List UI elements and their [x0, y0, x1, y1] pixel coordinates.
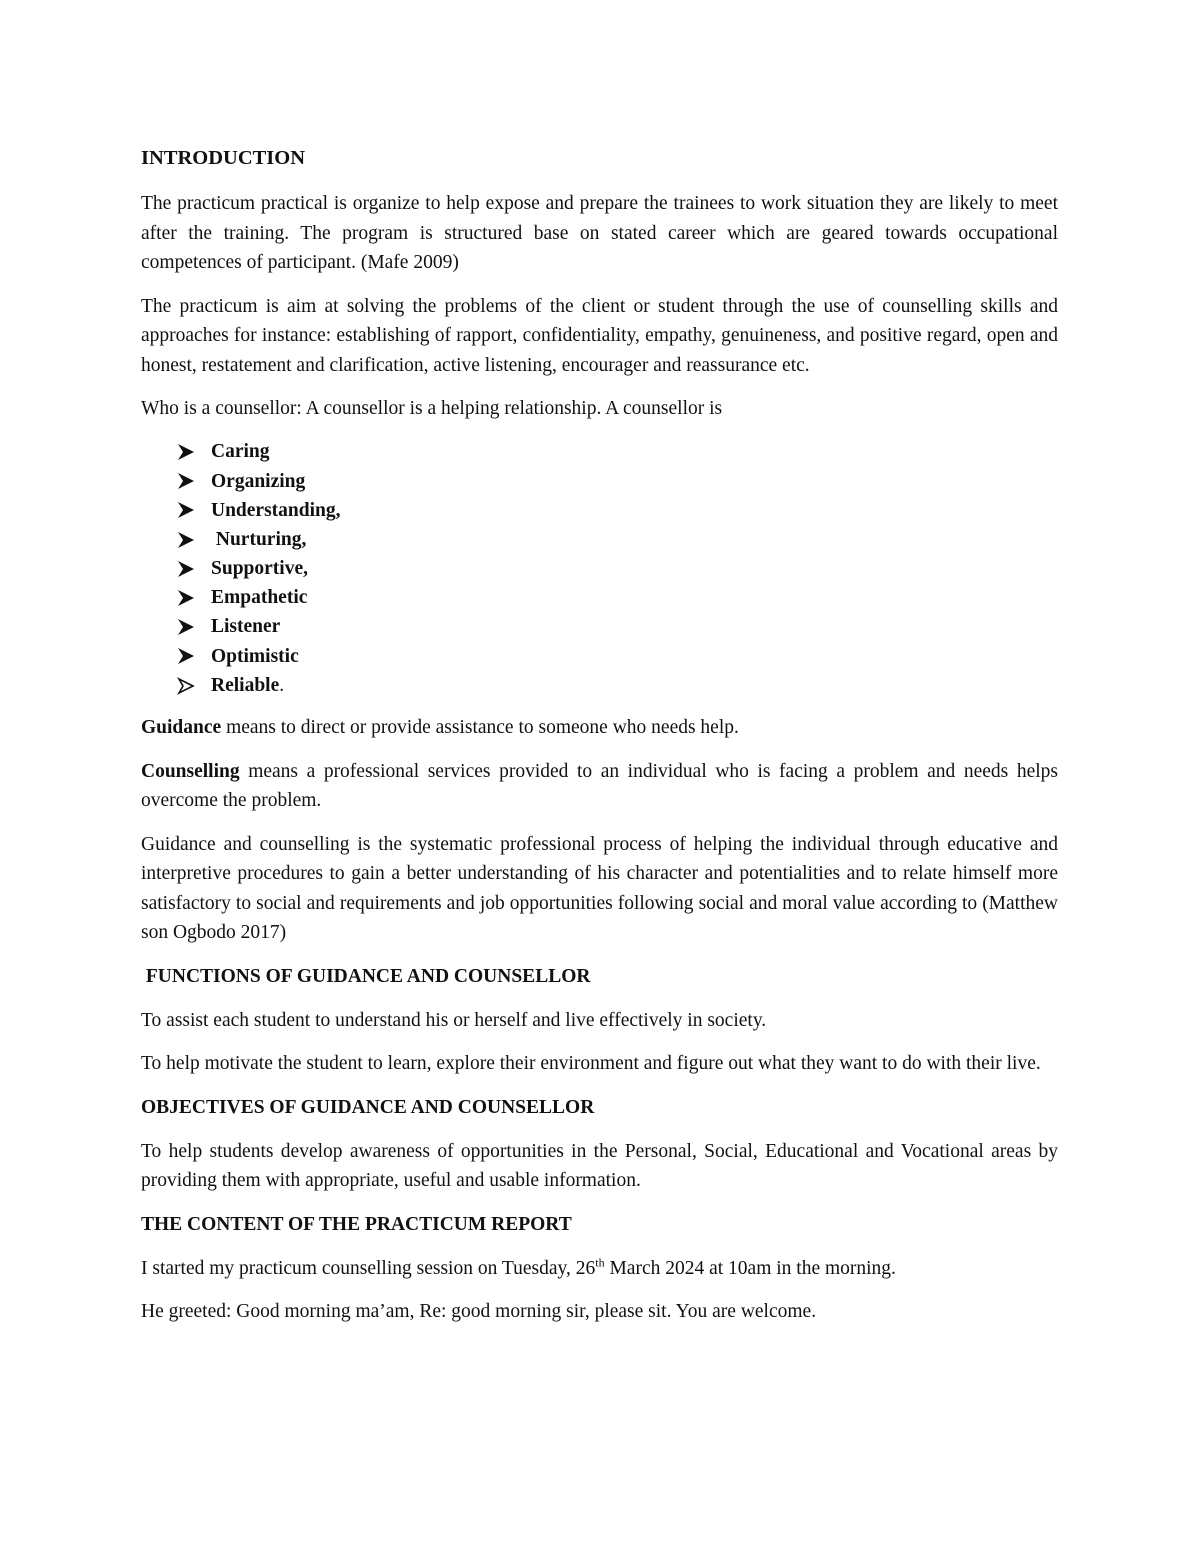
trait-suffix: .: [279, 674, 285, 696]
objectives-heading: OBJECTIVES OF GUIDANCE AND COUNSELLOR: [141, 1096, 595, 1118]
trait-label: Listener: [211, 616, 281, 638]
trait-label: Nurturing,: [211, 528, 307, 550]
arrowhead-bullet-icon: [177, 443, 211, 461]
functions-heading: FUNCTIONS OF GUIDANCE AND COUNSELLOR: [141, 965, 591, 987]
counsellor-traits-list: [141, 438, 1058, 701]
counselling-text: means a professional services provided to an individual who is facing a problem and needs helps overcome the problem.: [141, 760, 1058, 812]
content-paragraph-2: He greeted: Good morning ma’am, Re: good morning sir, please sit. You are welcome.: [141, 1301, 817, 1323]
trait-label: Supportive,: [211, 558, 308, 580]
functions-paragraph-1: To assist each student to understand his or herself and live effectively in society.: [141, 1009, 767, 1031]
list-item: [177, 467, 1058, 496]
document-body: [141, 140, 1058, 1341]
arrowhead-bullet-icon: [177, 618, 211, 636]
trait-label: Empathetic: [211, 587, 308, 609]
guidance-definition: [141, 713, 1058, 743]
list-item: [177, 525, 1058, 554]
list-item: [177, 642, 1058, 671]
list-item: [177, 613, 1058, 642]
session-start-rest: March 2024 at 10am in the morning.: [604, 1257, 896, 1279]
content-paragraph-1: [141, 1254, 1058, 1284]
trait-label: Organizing: [211, 470, 306, 492]
arrowhead-bullet-icon: [177, 531, 211, 549]
list-item: [177, 554, 1058, 583]
introduction-heading: INTRODUCTION: [141, 147, 306, 169]
counselling-definition: [141, 757, 1058, 816]
guidance-text: means to direct or provide assistance to someone who needs help.: [221, 717, 739, 739]
trait-label: Caring: [211, 441, 270, 463]
arrowhead-bullet-icon: [177, 589, 211, 607]
counselling-term: Counselling: [141, 760, 240, 782]
arrowhead-bullet-icon: [177, 647, 211, 665]
trait-label: Understanding,: [211, 499, 341, 521]
list-item: [177, 496, 1058, 525]
list-item: [177, 583, 1058, 612]
trait-label: Reliable: [211, 674, 280, 696]
list-item: [177, 438, 1058, 467]
objectives-paragraph-1: To help students develop awareness of opportunities in the Personal, Social, Educational and Vocational areas by providing them with appropriate, useful and usable information.: [141, 1140, 1058, 1192]
guidance-term: Guidance: [141, 717, 222, 739]
introduction-paragraph-3: Who is a counsellor: A counsellor is a helping relationship. A counsellor is: [141, 398, 723, 419]
arrowhead-bullet-icon: [177, 501, 211, 519]
introduction-paragraph-2: The practicum is aim at solving the problems of the client or student through the use of counselling skills and approaches for instance: establishing of rapport, confidentiality, empathy, genuineness, and positive regard, open and honest, restatement and clarification, active listening, encourager and reassurance etc.: [141, 295, 1058, 376]
guidance-counselling-paragraph: Guidance and counselling is the systematic professional process of helping the individual through educative and interpretive procedures to gain a better understanding of his character and potentialities and to relate himself more satisfactory to social and requirements and job opportunities following social and moral value according to (Matthew son Ogbodo 2017): [141, 833, 1058, 944]
list-item: [177, 671, 1058, 700]
trait-label: Optimistic: [211, 645, 299, 667]
arrowhead-bullet-icon: [177, 677, 211, 695]
session-start-text: I started my practicum counselling session on Tuesday, 26: [141, 1257, 596, 1279]
date-ordinal-suffix: th: [595, 1255, 605, 1270]
introduction-paragraph-1: The practicum practical is organize to help expose and prepare the trainees to work situation they are likely to meet after the training. The program is structured base on stated career which are geared towards occupational competences of participant. (Mafe 2009): [141, 193, 1058, 273]
arrowhead-bullet-icon: [177, 560, 211, 578]
arrowhead-bullet-icon: [177, 472, 211, 490]
functions-paragraph-2: To help motivate the student to learn, explore their environment and figure out what they want to do with their live.: [141, 1053, 1041, 1075]
content-heading: THE CONTENT OF THE PRACTICUM REPORT: [141, 1213, 572, 1235]
